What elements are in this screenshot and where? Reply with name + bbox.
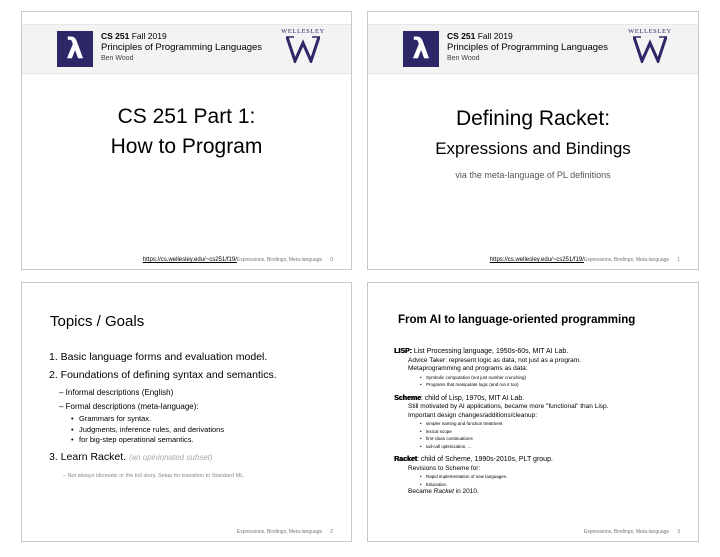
wellesley-wordmark: WELLESLEY: [281, 28, 325, 35]
course-banner: [22, 24, 351, 74]
list-item: Advice Taker: represent logic as data, not just as a program.: [408, 356, 581, 364]
slide-title-line1: Defining Racket:: [455, 107, 611, 130]
footer-label: Expressions, Bindings, Meta-language: [236, 257, 323, 263]
slide-title: From AI to language-oriented programming: [398, 314, 636, 326]
lambda-logo-icon: λ: [57, 31, 93, 67]
list-item: • Symbolic computation (not just number crunching): [394, 374, 608, 382]
list-item: • Rapid implementation of new languages.: [394, 473, 608, 481]
list-item: – Informal descriptions (English): [59, 388, 174, 397]
course-info: [101, 31, 262, 64]
slide-title-line1: CS 251 Part 1:: [117, 105, 256, 128]
racket-heading: Racket: child of Scheme, 1990s-2010s, PLT group.: [394, 456, 553, 463]
list-item: • Programs that manipulate logic (and run it too): [394, 381, 608, 389]
slide-footer: [143, 257, 333, 263]
slide-title-line2: How to Program: [110, 135, 263, 158]
list-item: 3. Learn Racket. (an opinionated subset): [49, 450, 213, 463]
course-author: Ben Wood: [101, 55, 134, 62]
slide-3: [367, 282, 699, 542]
list-item: • Education.: [394, 481, 608, 489]
slide-0: [21, 11, 352, 270]
course-info: [447, 31, 608, 64]
list-item: Important design changes/additions/cleanup:: [408, 411, 538, 419]
list-item-aside: (an opinionated subset): [128, 452, 213, 462]
wellesley-logo: [622, 28, 678, 63]
list-item: Still motivated by AI applications, became more "functional" than Lisp.: [408, 403, 609, 410]
course-code: CS 251: [447, 31, 476, 41]
course-banner: [368, 24, 698, 74]
wellesley-logo: [275, 28, 331, 63]
wellesley-w-icon: [286, 35, 320, 63]
slide-1: [367, 11, 699, 270]
slide-footer: [237, 529, 333, 535]
course-term: Fall 2019: [477, 31, 513, 41]
wellesley-wordmark: WELLESLEY: [628, 28, 672, 35]
list-item: Became Racket in 2010.: [408, 488, 479, 495]
list-item: • Grammars for syntax.: [49, 414, 277, 425]
slide-footer: [584, 529, 680, 535]
list-item: 1. Basic language forms and evaluation model.: [49, 351, 268, 363]
list-item: • Judgments, inference rules, and derivations: [49, 425, 277, 436]
slide-number: 0: [330, 257, 333, 263]
lambda-logo-icon: λ: [403, 31, 439, 67]
slide-subtitle: via the meta-language of PL definitions: [455, 170, 611, 180]
course-author: Ben Wood: [447, 55, 480, 62]
slide-number: 3: [677, 529, 680, 535]
list-item: • lexical scope: [394, 428, 608, 436]
slide-2: [21, 282, 352, 542]
topics-list: [49, 350, 277, 483]
slide-number: 2: [330, 529, 333, 535]
list-note: – Not always idiomatic or the full story. Setup for transition to Standard ML.: [63, 472, 245, 479]
footer-label: Expressions, Bindings, Meta-language: [583, 257, 670, 263]
course-url-link[interactable]: https://cs.wellesley.edu/~cs251/f19/: [142, 257, 237, 263]
slide-title-line2: Expressions and Bindings: [435, 139, 631, 158]
slide-footer: [490, 257, 680, 263]
slide-title: Topics / Goals: [50, 313, 145, 330]
slide-number: 1: [677, 257, 680, 263]
list-item: Revisions to Scheme for:: [408, 464, 481, 472]
list-item: • simpler naming and function treatment: [394, 420, 608, 428]
list-item: • tail-call optimization, ...: [394, 443, 608, 451]
list-item: Metaprogramming and programs as data:: [408, 365, 528, 372]
scheme-heading: Scheme: child of Lisp, 1970s, MIT AI Lab.: [394, 394, 525, 402]
course-url-link[interactable]: https://cs.wellesley.edu/~cs251/f19/: [489, 257, 584, 263]
lisp-heading: LISP: List Processing language, 1950s-60s, MIT AI Lab.: [394, 348, 569, 355]
history-list: [394, 345, 608, 497]
wellesley-w-icon: [633, 35, 667, 63]
footer-label: Expressions, Bindings, Meta-language: [236, 529, 323, 535]
list-item: 2. Foundations of defining syntax and semantics.: [49, 369, 277, 381]
list-item: • first-class continuations: [394, 435, 608, 443]
footer-label: Expressions, Bindings, Meta-language: [583, 529, 670, 535]
list-item-continued: • for big-step operational semantics.: [49, 435, 277, 446]
list-item: – Formal descriptions (meta-language):: [59, 402, 199, 411]
course-title: Principles of Programming Languages: [101, 42, 263, 53]
course-term: Fall 2019: [131, 31, 167, 41]
course-title: Principles of Programming Languages: [447, 42, 609, 53]
course-code: CS 251: [101, 31, 130, 41]
